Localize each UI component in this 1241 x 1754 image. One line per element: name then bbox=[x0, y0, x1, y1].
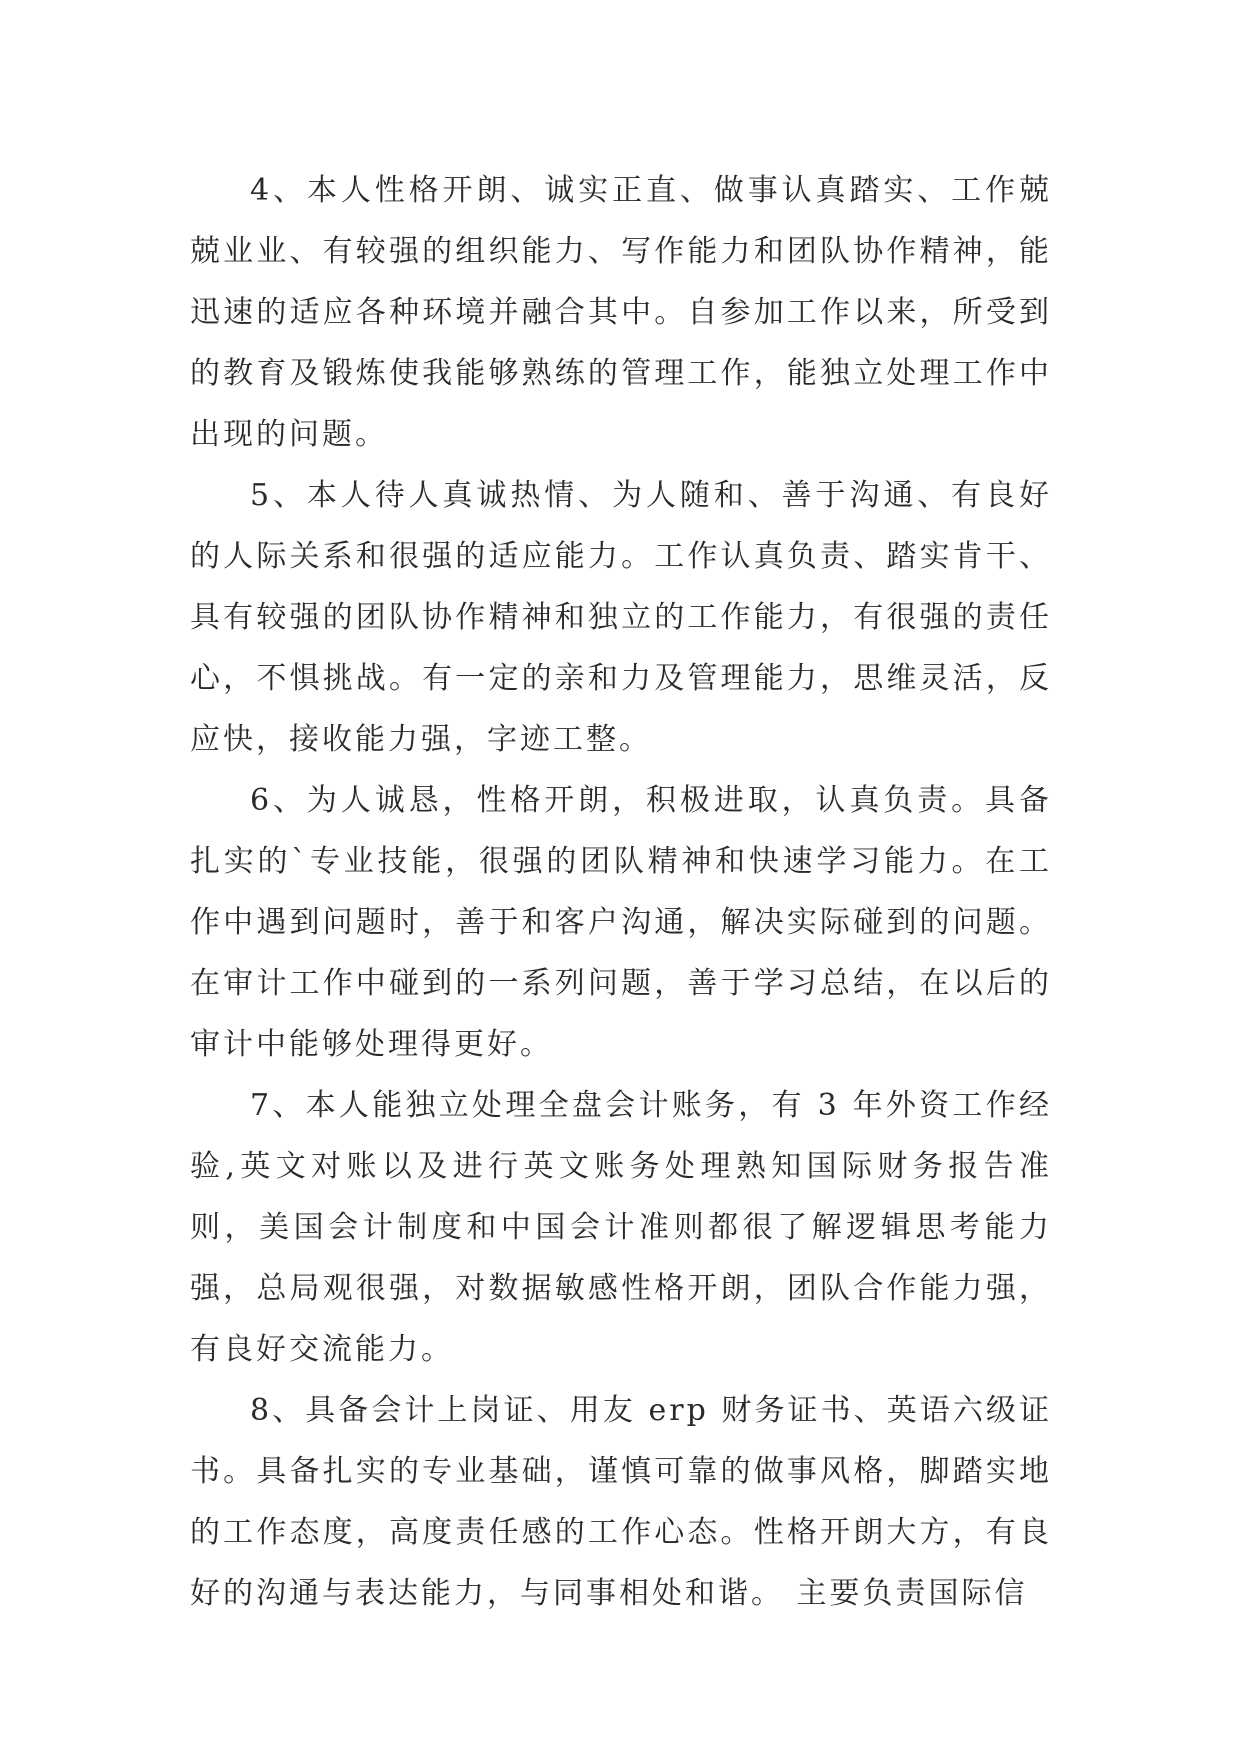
paragraph-5: 5、本人待人真诚热情、为人随和、善于沟通、有良好的人际关系和很强的适应能力。工作认真负责、踏实肯干、具有较强的团队协作精神和独立的工作能力，有很强的责任心，不惧挑战。有一定的亲和力及管理能力，思维灵活，反应快，接收能力强，字迹工整。 bbox=[190, 478, 1052, 757]
paragraph-4: 4、本人性格开朗、诚实正直、做事认真踏实、工作兢兢业业、有较强的组织能力、写作能力和团队协作精神，能迅速的适应各种环境并融合其中。自参加工作以来，所受到的教育及锻炼使我能够熟练的管理工作，能独立处理工作中出现的问题。 bbox=[190, 173, 1052, 452]
paragraph-6: 6、为人诚恳，性格开朗，积极进取，认真负责。具备扎实的`专业技能，很强的团队精神和快速学习能力。在工作中遇到问题时，善于和客户沟通，解决实际碰到的问题。在审计工作中碰到的一系列问题，善于学习总结，在以后的审计中能够处理得更好。 bbox=[190, 783, 1052, 1062]
paragraph-8: 8、具备会计上岗证、用友 erp 财务证书、英语六级证书。具备扎实的专业基础，谨慎可靠的做事风格，脚踏实地的工作态度，高度责任感的工作心态。性格开朗大方，有良好的沟通与表达能力，与同事相处和谐。 主要负责国际信 bbox=[190, 1393, 1052, 1611]
paragraph-7: 7、本人能独立处理全盘会计账务，有 3 年外资工作经验,英文对账以及进行英文账务处理熟知国际财务报告准则，美国会计制度和中国会计准则都很了解逻辑思考能力强，总局观很强，对数据敏感性格开朗，团队合作能力强，有良好交流能力。 bbox=[190, 1088, 1052, 1367]
document-body bbox=[190, 160, 1052, 1624]
